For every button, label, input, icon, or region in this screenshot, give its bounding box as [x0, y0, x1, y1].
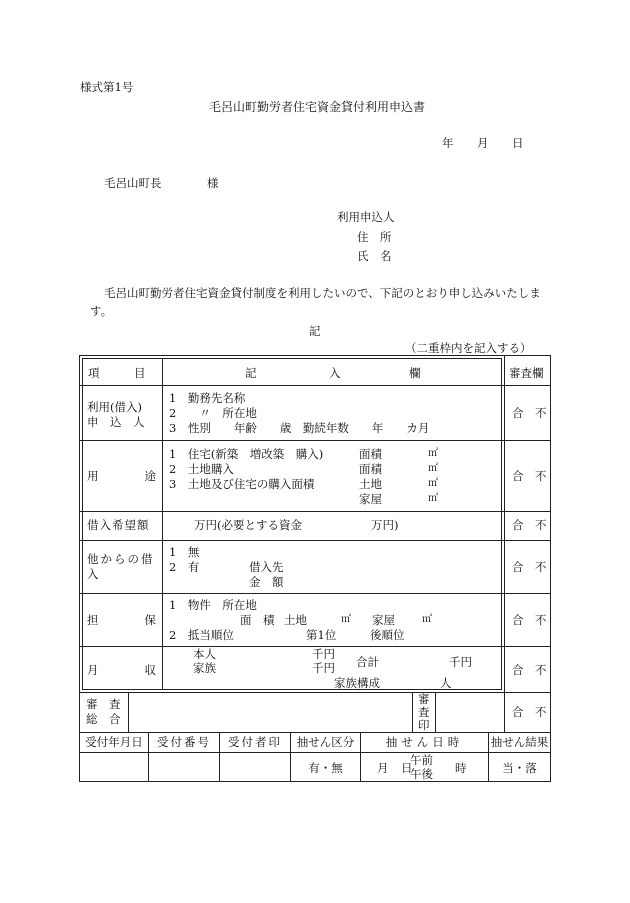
desired-verdict: 合 不 — [512, 518, 547, 532]
collateral-label: 担 保 — [87, 613, 156, 627]
income-thousand-2: 千円 — [312, 661, 335, 675]
form-title: 毛呂山町勤労者住宅資金貸付利用申込書 — [209, 100, 426, 114]
bottom-header-reception-number: 受付番号 — [157, 735, 211, 749]
purpose-verdict: 合 不 — [512, 469, 547, 483]
lottery-pm: 午後 — [410, 767, 433, 781]
date-day: 日 — [512, 136, 524, 150]
other-amount: 金 額 — [249, 575, 284, 589]
purpose-line-3: 3 土地及び住宅の購入面積 — [169, 477, 315, 491]
bottom-header-receiver-seal: 受付者印 — [228, 735, 282, 749]
collateral-sqm-1: ㎡ — [341, 614, 351, 625]
income-verdict: 合 不 — [512, 663, 547, 677]
review-total-label-2: 総 合 — [86, 712, 121, 726]
other-label-2: 入 — [87, 567, 99, 581]
body-text-line1: 毛呂山町勤労者住宅資金貸付制度を利用したいので、下記のとおり申し込みいたしま — [104, 286, 541, 300]
collateral-land: 土地 — [284, 613, 307, 627]
note-double-frame: （二重枠内を記入する） — [405, 341, 532, 355]
lottery-class-value: 有・無 — [308, 761, 343, 775]
lottery-hour: 時 — [455, 761, 467, 775]
lottery-result-value: 当・落 — [502, 761, 537, 775]
desired-label: 借入希望額 — [87, 518, 150, 532]
income-total: 合計 — [356, 655, 379, 669]
review-stamp-label-3: 印 — [418, 718, 430, 732]
bottom-header-lottery-datetime: 抽せん日時 — [385, 735, 464, 749]
income-thousand-3: 千円 — [449, 655, 472, 669]
review-stamp-label-2: 査 — [418, 705, 430, 719]
applicant-line-3: 3 性別 年齢 歳 勤続年数 年 カ月 — [169, 421, 430, 435]
purpose-unit-2: ㎡ — [428, 463, 438, 474]
ki-label: 記 — [309, 324, 321, 338]
col-header-ran: 欄 — [409, 366, 421, 380]
applicant-verdict: 合 不 — [512, 406, 547, 420]
address-label: 住 所 — [357, 230, 392, 244]
form-number: 様式第1号 — [80, 80, 134, 94]
addressee-name: 毛呂山町長 — [104, 176, 162, 190]
lottery-day: 日 — [401, 761, 413, 775]
purpose-line-2: 2 土地購入 — [169, 462, 234, 476]
lottery-month: 月 — [377, 761, 389, 775]
bottom-header-reception-date: 受付年月日 — [85, 735, 143, 749]
other-lender: 借入先 — [249, 560, 284, 574]
other-line-2: 2 有 — [169, 560, 200, 574]
review-stamp-label-1: 審 — [418, 692, 430, 706]
income-thousand-1: 千円 — [312, 647, 335, 661]
review-total-verdict: 合 不 — [512, 705, 547, 719]
purpose-label: 用 途 — [87, 469, 156, 483]
applicant-label-1: 利用(借入) — [87, 400, 142, 414]
purpose-unit-1: ㎡ — [428, 448, 438, 459]
collateral-line-1: 1 物件 所在地 — [169, 598, 257, 612]
date-month: 月 — [477, 136, 489, 150]
other-line-1: 1 無 — [169, 545, 200, 559]
purpose-unit-4: ㎡ — [428, 493, 438, 504]
applicant-line-1: 1 勤務先名称 — [169, 391, 246, 405]
purpose-line-1: 1 住宅(新築 増改築 購入) — [169, 447, 324, 461]
bottom-header-lottery-result: 抽せん結果 — [490, 735, 549, 749]
purpose-unit-3: ㎡ — [428, 478, 438, 489]
date-year: 年 — [442, 136, 454, 150]
review-total-label-1: 審 査 — [86, 697, 121, 711]
addressee-suffix: 様 — [207, 176, 219, 190]
col-header-review: 審査欄 — [509, 366, 544, 380]
col-header-ki: 記 — [245, 366, 257, 380]
collateral-house: 家屋 — [372, 613, 395, 627]
applicant-line-2: 2 〃 所在地 — [169, 406, 257, 420]
purpose-area-1: 面積 — [359, 447, 382, 461]
income-self: 本人 — [193, 647, 216, 661]
applicant-heading: 利用申込人 — [337, 210, 395, 224]
col-header-item: 項 目 — [88, 366, 146, 380]
income-label: 月 収 — [87, 663, 156, 677]
col-header-nyu: 入 — [329, 366, 341, 380]
bottom-header-lottery-class: 抽せん区分 — [296, 735, 355, 749]
name-label: 氏 名 — [357, 249, 392, 263]
collateral-first: 第1位 — [306, 628, 337, 642]
purpose-area-4: 家屋 — [359, 492, 382, 506]
other-verdict: 合 不 — [512, 560, 547, 574]
collateral-sqm-2: ㎡ — [422, 614, 432, 625]
lottery-am: 午前 — [410, 753, 433, 767]
collateral-later: 後順位 — [370, 628, 405, 642]
purpose-area-2: 面積 — [359, 462, 382, 476]
applicant-label-2: 申 込 人 — [87, 415, 145, 429]
purpose-area-3: 土地 — [359, 477, 382, 491]
other-label-1: 他からの借 — [87, 552, 155, 566]
collateral-line-2: 2 抵当順位 — [169, 628, 234, 642]
income-persons: 人 — [440, 676, 452, 690]
desired-text-1: 万円(必要とする資金 — [194, 518, 302, 532]
income-composition: 家族構成 — [334, 676, 380, 690]
income-family: 家族 — [193, 661, 216, 675]
collateral-area: 面 積 — [240, 613, 275, 627]
collateral-verdict: 合 不 — [512, 613, 547, 627]
body-text-line2: す。 — [90, 304, 113, 318]
desired-text-2: 万円) — [371, 518, 399, 532]
